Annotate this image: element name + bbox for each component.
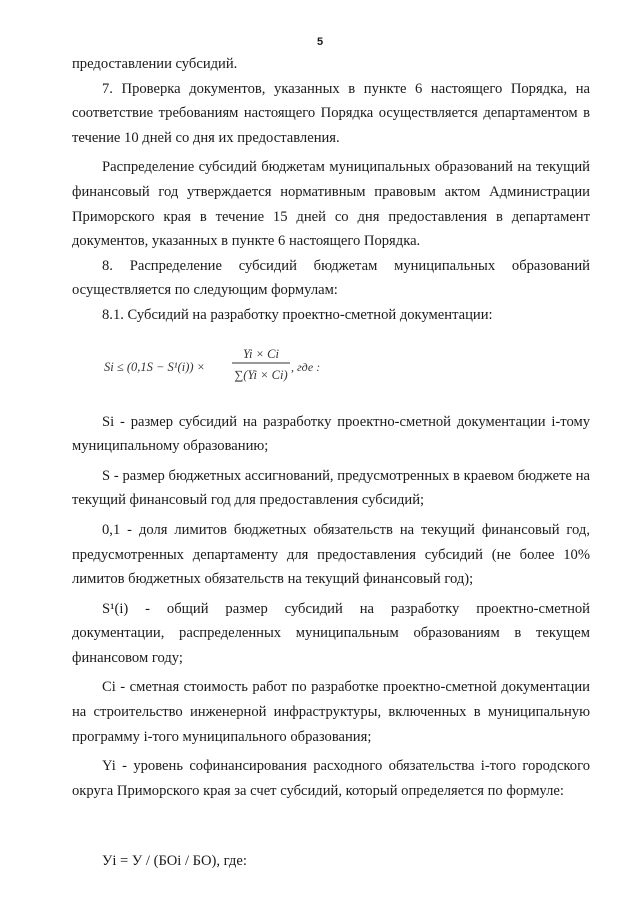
page-number: 5: [316, 36, 324, 48]
subsidy-formula-graphic: [104, 346, 404, 390]
definition-s: S - размер бюджетных ассигнований, предусмотренных в краевом бюджете на текущий финансовый год для предоставления субсидий;: [72, 467, 590, 509]
definition-yi: Yi - уровень софинансирования расходного обязательства i-того городского округа Приморского края за счет субсидий, который определяется по формуле:: [72, 758, 590, 799]
formula-yi: Уi = У / (БОi / БО), где:: [102, 853, 247, 870]
subsidy-formula: [104, 346, 590, 388]
document-body: [72, 52, 590, 874]
paragraph-item-7: 7. Проверка документов, указанных в пункте 6 настоящего Порядка, на соответствие требованиям настоящего Порядка осуществляется департаментом в течение 10 дней со дня их предоставления.: [72, 80, 590, 146]
definition-share: 0,1 - доля лимитов бюджетных обязательств на текущий финансовый год, предусмотренных департаменту для предоставления субсидий (не более 10% лимитов бюджетных обязательств на текущий финансовый год);: [72, 521, 590, 588]
paragraph-distribution-approval: Распределение субсидий бюджетам муниципальных образований на текущий финансовый год утверждается нормативным правовым актом Администрации Приморского края в течение 15 дней со дня предоставления в департамент документов, указанных в пункте 6 настоящего Порядка.: [72, 159, 590, 250]
paragraph-item-8-1: 8.1. Субсидий на разработку проектно-сметной документации:: [102, 306, 493, 323]
definition-ci: Ci - сметная стоимость работ по разработке проектно-сметной документации на строительство инженерной инфраструктуры, включенных в муниципальную программу i-того муниципального образования;: [72, 679, 590, 745]
paragraph-continuation: предоставлении субсидий.: [72, 56, 238, 72]
formula-denominator: ∑(Yi × Ci): [234, 367, 288, 382]
definition-s1: S¹(i) - общий размер субсидий на разработку проектно-сметной документации, распределенных муниципальным образованиям в текущем финансовом году;: [72, 600, 590, 666]
paragraph-item-8: 8. Распределение субсидий бюджетам муниципальных образований осуществляется по следующим формулам:: [72, 257, 590, 299]
definition-si: Si - размер субсидий на разработку проектно-сметной документации i-тому муниципальному образованию;: [72, 413, 590, 455]
formula-lhs: Si ≤ (0,1S − S¹(i)) ×: [104, 359, 206, 374]
formula-numerator: Yi × Ci: [243, 346, 279, 361]
formula-suffix: , где :: [291, 359, 321, 374]
